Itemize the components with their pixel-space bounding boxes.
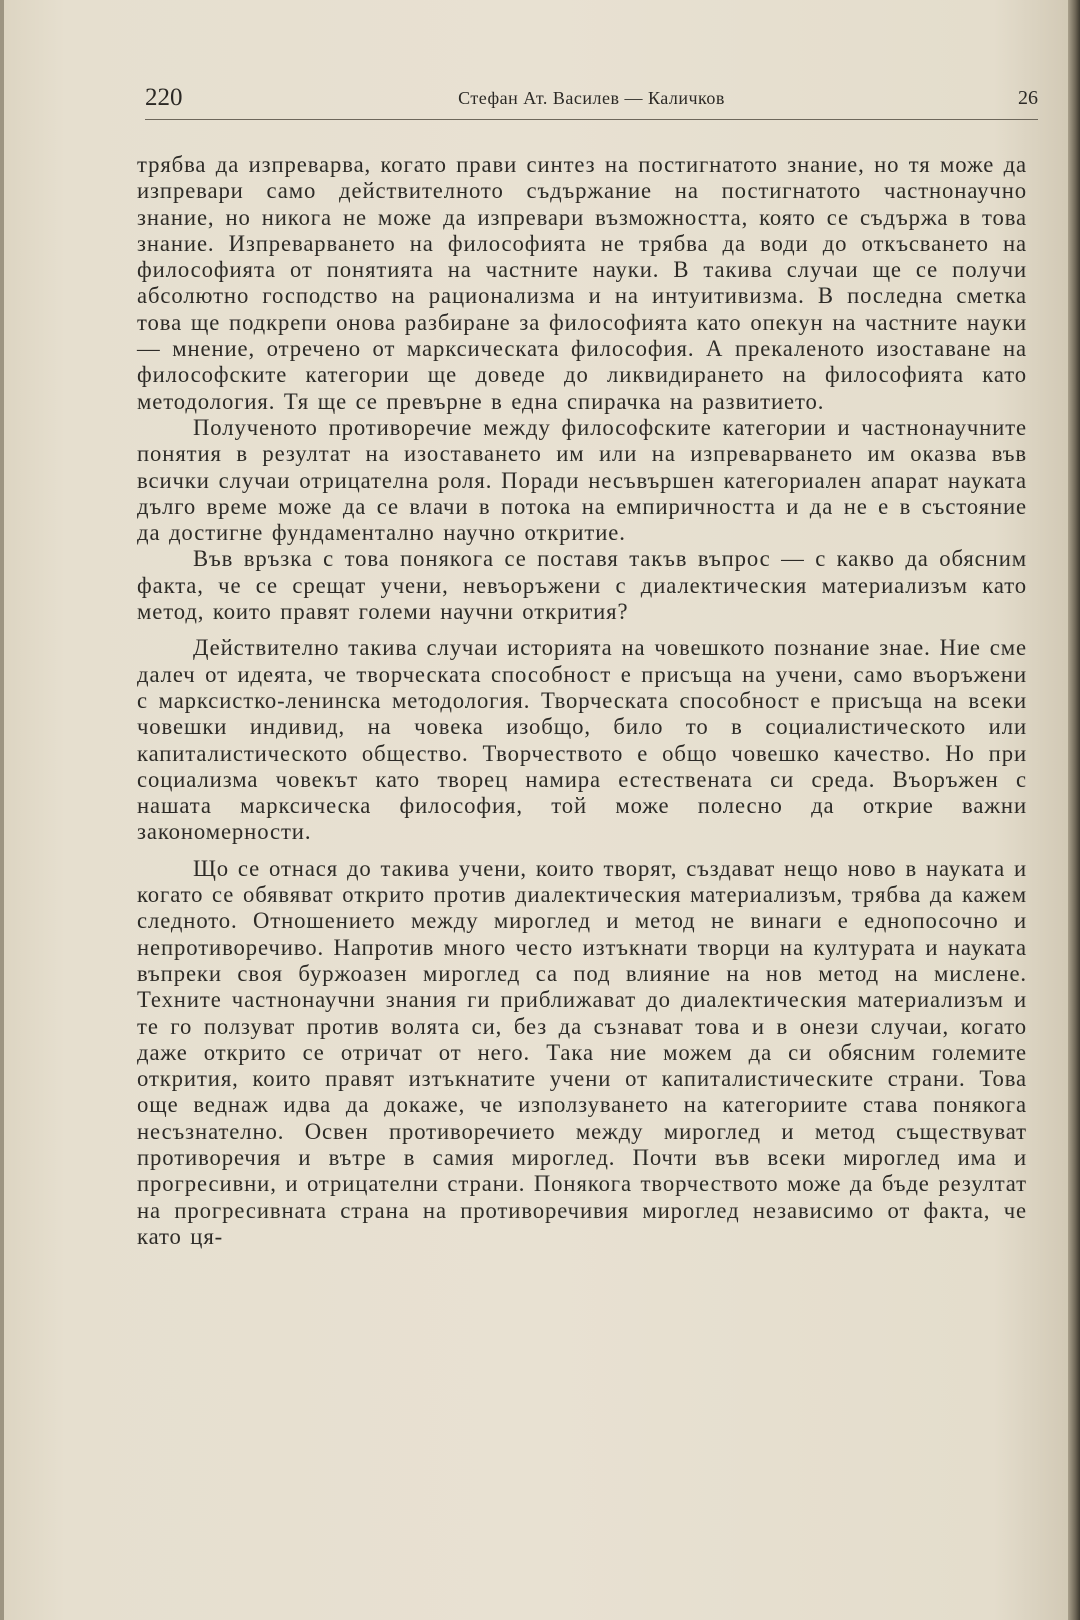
running-head: Стефан Ат. Василев — Каличков — [458, 88, 725, 108]
page-number: 220 — [145, 84, 183, 111]
paragraph-3: Във връзка с това понякога се поставя такъв въпрос — с какво да обясним факта, че се срещат учени, невъоръжени с диалектическия материализъм като метод, които правят големи научни открития? — [137, 546, 1027, 625]
paragraph-2: Полученото противоречие между философските категории и частнонаучните понятия в резултат на изоставането им или на изпреварването им оказва във всички случаи отрицателна роля. Поради несъвършен категориален апарат науката дълго време може да се влачи в потока на емпиричността и да не е в състояние да достигне фундаментално научно откритие. — [137, 414, 1027, 546]
paragraph-1: трябва да изпреварва, когато прави синтез на постигнатото знание, но тя може да изпревари само действителното съдържание на постигнатото частнонаучно знание, но никога не може да изпревари възможността, която се съдържа в това знание. Изпреварването на философията не трябва да води до откъсването на философията от понятията на частните науки. В такива случаи ще се получи абсолютно господство на рационализма и на интуитивизма. В последна сметка това ще подкрепи онова разбиране за философията като опекун на частните науки — мнение, отречено от марксическата философия. А прекаленото изоставане на философските категории ще доведе до ликвидирането на философията като методология. Тя ще се превърне в една спирачка на развитието. — [137, 152, 1027, 414]
body-text — [137, 152, 1027, 1250]
paragraph-4: Действително такива случаи историята на човешкото познание знае. Ние сме далеч от идеята, че творческата способност е присъща на учени, само въоръжени с марксистко-ленинска методология. Творческата способност е присъща на всеки човешки индивид, на човека изобщо, било то в социалистическото или капиталистическото общество. Творчеството е общо човешко качество. Но при социализма човекът като творец намира естествената си среда. Въоръжен с нашата марксическа философия, той може полесно да открие важни закономерности. — [137, 635, 1027, 845]
page-header — [145, 84, 1038, 118]
page-left-edge — [0, 0, 4, 1620]
page-right-edge — [1068, 0, 1080, 1620]
header-rule — [145, 119, 1038, 120]
signature-mark: 26 — [1018, 87, 1038, 109]
paragraph-5: Що се отнася до такива учени, които творят, създават нещо ново в науката и когато се обявяват открито против диалектическия материализъм, трябва да кажем следното. Отношението между мироглед и метод не винаги е еднопосочно и непротиворечиво. Напротив много често изтъкнати творци на културата и науката въпреки своя буржоазен мироглед са под влияние на нов метод на мислене. Техните частнонаучни знания ги приближават до диалектическия материализъм и те го ползуват против волята си, без да съзнават това и в онези случаи, когато даже открито се отричат от него. Така ние можем да си обясним големите открития, които правят изтъкнатите учени от капиталистическите страни. Това още веднаж идва да докаже, че използуването на категориите става понякога несъзнателно. Освен противоречието между мироглед и метод съществуват противоречия и вътре в самия мироглед. Почти във всеки мироглед има и прогресивни, и отрицателни страни. Понякога творчеството може да бъде резултат на прогресивната страна на противоречивия мироглед независимо от факта, че като ця- — [137, 855, 1027, 1249]
